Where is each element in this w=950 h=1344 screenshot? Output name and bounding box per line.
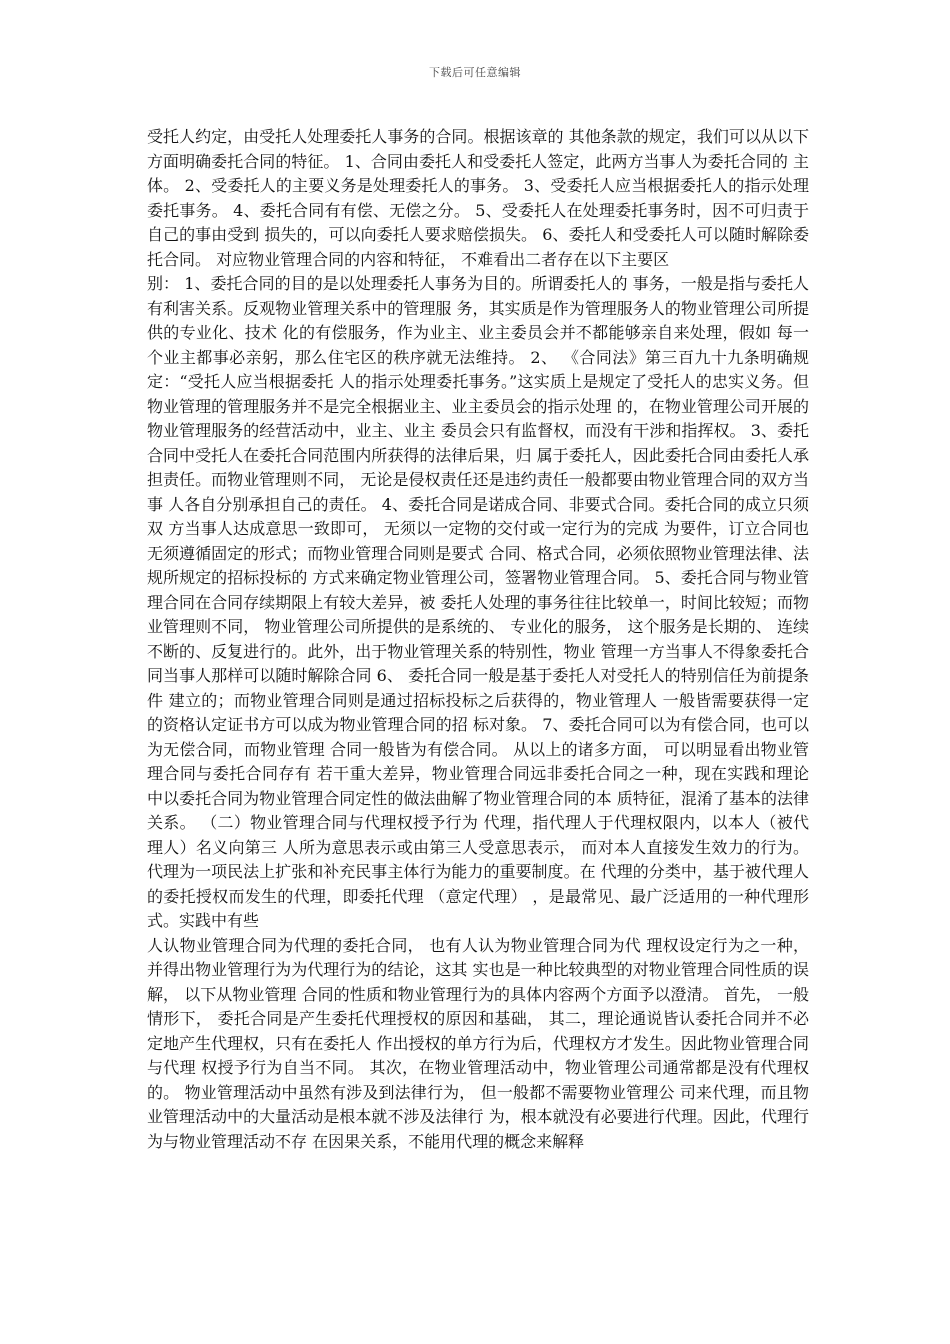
paragraph: 受托人约定，由受托人处理委托人事务的合同。根据该章的 其他条款的规定，我们可以从以下方面明确委托合同的特征。 1、合同由委托人和受委托人签定，此两方当事人为委托合同的 主体。 2、受委托人的主要义务是处理委托人的事务。 3、受委托人应当根据委托人的指示处理委托事务。 4、委托合同有有偿、无偿之分。 5、受委托人在处理委托事务时，因不可归责于自己的事由受到 损失的，可以向委托人要求赔偿损失。 6、委托人和受委托人可以随时解除委托合同。 对应物业管理合同的内容和特征， 不难看出二者存在以下主要区 xyxy=(147,127,809,269)
document-body xyxy=(147,125,809,1154)
paragraph: 人认物业管理合同为代理的委托合同， 也有人认为物业管理合同为代 理权设定行为之一种，并得出物业管理行为为代理行为的结论，这其 实也是一种比较典型的对物业管理合同性质的误解， 以下从物业管理 合同的性质和物业管理行为的具体内容两个方面予以澄清。 首先， 一般情形下， 委托合同是产生委托代理授权的原因和基础， 其二，理论通说皆认委托合同并不必定地产生代理权，只有在委托人 作出授权的单方行为后，代理权方才发生。因此物业管理合同与代理 权授予行为自当不同。 其次，在物业管理活动中，物业管理公司通常都是没有代理权的。 物业管理活动中虽然有涉及到法律行为， 但一般都不需要物业管理公 司来代理，而且物业管理活动中的大量活动是根本就不涉及法律行 为，根本就没有必要进行代理。因此，代理行为与物业管理活动不存 在因果关系，不能用代理的概念来解释 xyxy=(147,935,809,1151)
page-header: 下载后可任意编辑 xyxy=(429,66,521,79)
paragraph: 别： 1、委托合同的目的是以处理委托人事务为目的。所谓委托人的 事务，一般是指与委托人有利害关系。反观物业管理关系中的管理服 务，其实质是作为管理服务人的物业管理公司所提供的专业化、技术 化的有偿服务，作为业主、业主委员会并不都能够亲自来处理，假如 每一个业主都事必亲躬，那么住宅区的秩序就无法维持。 2、 《合同法》第三百九十九条明确规定：“受托人应当根据委托 人的指示处理委托事务。”这实质上是规定了受托人的忠实义务。但 物业管理的管理服务并不是完全根据业主、业主委员会的指示处理 的，在物业管理公司开展的物业管理服务的经营活动中，业主、业主 委员会只有监督权，而没有干涉和指挥权。 3、委托合同中受托人在委托合同范围内所获得的法律后果，归 属于委托人，因此委托合同由委托人承担责任。而物业管理则不同， 无论是侵权责任还是违约责任一般都要由物业管理合同的双方当事 人各自分别承担自己的责任。 4、委托合同是诺成合同、非要式合同。委托合同的成立只须双 方当事人达成意思一致即可， 无须以一定物的交付或一定行为的完成 为要件，订立合同也无须遵循固定的形式；而物业管理合同则是要式 合同、格式合同，必须依照物业管理法律、法规所规定的招标投标的 方式来确定物业管理公司，签署物业管理合同。 5、委托合同与物业管理合同在合同存续期限上有较大差异，被 委托人处理的事务往往比较单一，时间比较短；而物业管理则不同， 物业管理公司所提供的是系统的、 专业化的服务， 这个服务是长期的、 连续不断的、反复进行的。此外，出于物业管理关系的特别性，物业 管理一方当事人不得象委托合同当事人那样可以随时解除合同 6、 委托合同一般是基于委托人对受托人的特别信任为前提条件 建立的；而物业管理合同则是通过招标投标之后获得的，物业管理人 一般皆需要获得一定的资格认定证书方可以成为物业管理合同的招 标对象。 7、委托合同可以为有偿合同，也可以为无偿合同，而物业管理 合同一般皆为有偿合同。 从以上的诸多方面， 可以明显看出物业管理合同与委托合同存有 若干重大差异，物业管理合同远非委托合同之一种，现在实践和理论 中以委托合同为物业管理合同定性的做法曲解了物业管理合同的本 质特征，混淆了基本的法律关系。 （二）物业管理合同与代理权授予行为 代理，指代理人于代理权限内，以本人（被代理人）名义向第三 人所为意思表示或由第三人受意思表示， 而对本人直接发生效力的行为。代理为一项民法上扩张和补充民事主体行为能力的重要制度。在 代理的分类中，基于被代理人的委托授权而发生的代理，即委托代理 （意定代理） ，是最常见、最广泛适用的一种代理形式。实践中有些 xyxy=(147,274,809,930)
